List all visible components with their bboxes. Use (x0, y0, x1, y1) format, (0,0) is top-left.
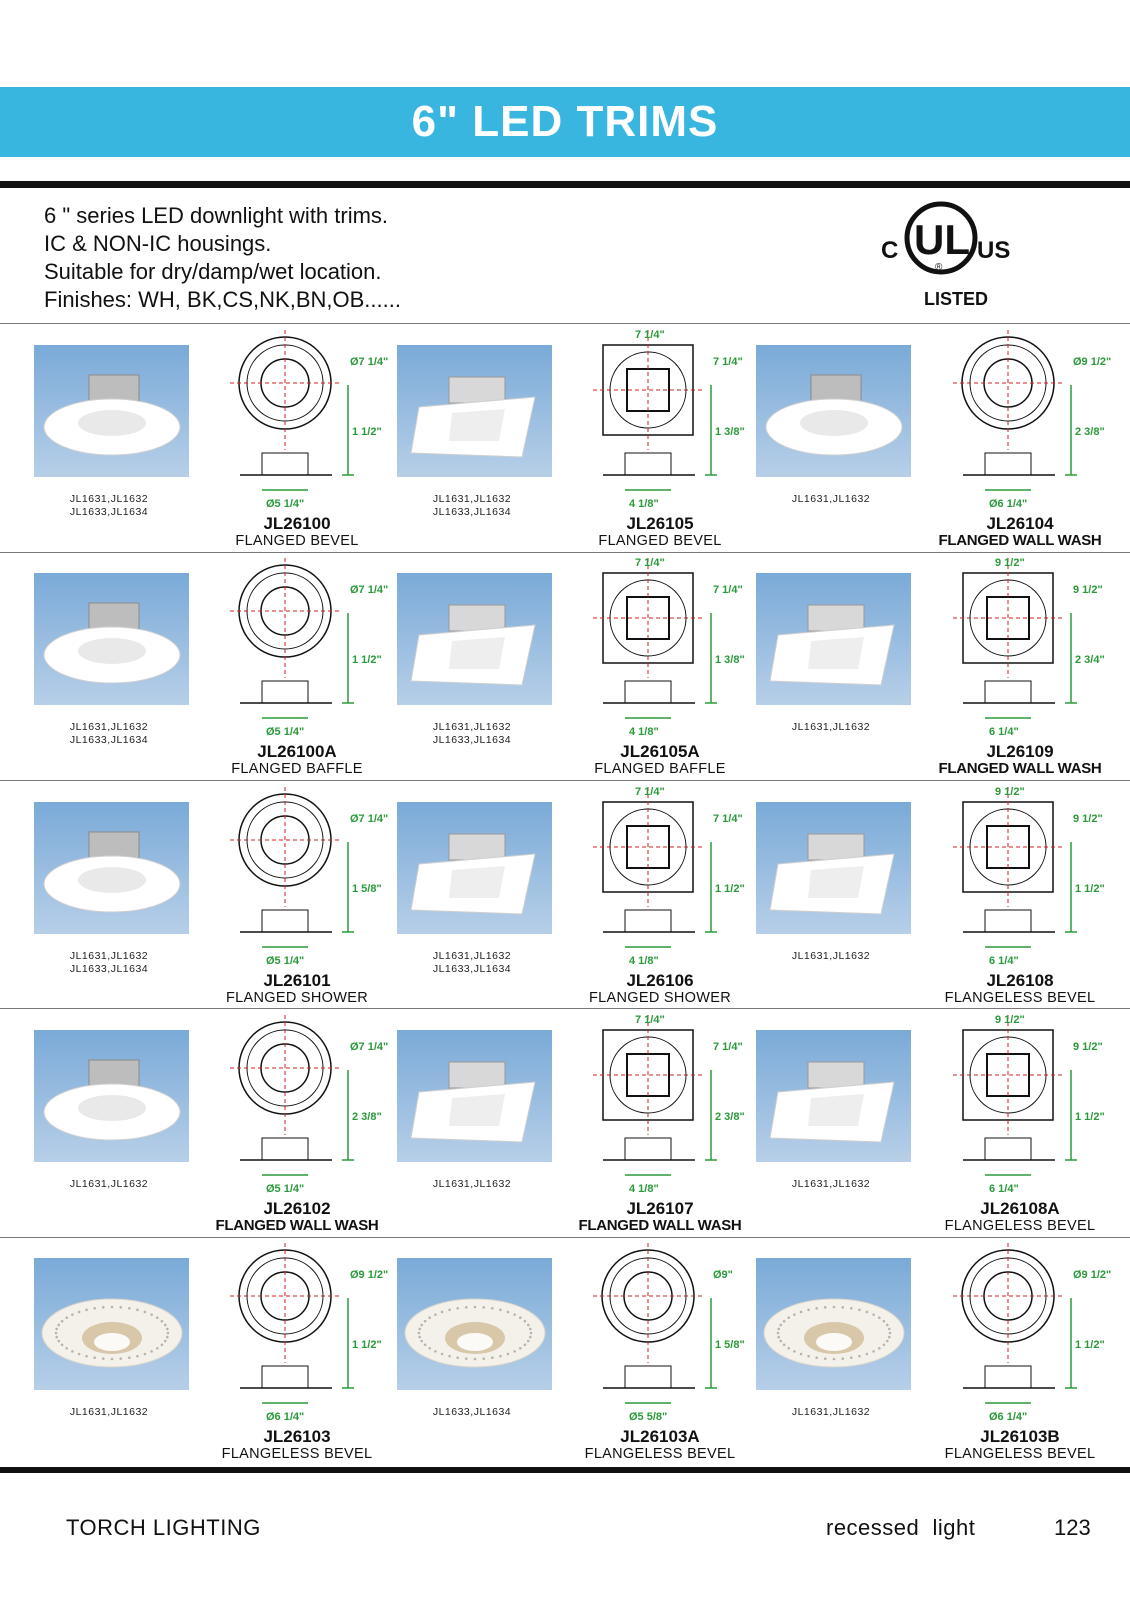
dimension-drawing (945, 325, 1112, 515)
housing-code: JL1633,JL1634 (432, 1406, 512, 1418)
dimension-drawing (222, 553, 389, 743)
trim-description: FLANGELESS BEVEL (221, 1446, 373, 1462)
compatible-housings (34, 1178, 184, 1191)
model-number: JL26101 (263, 971, 331, 990)
dimension-drawing (945, 553, 1105, 743)
diameter-dimension: 9 1/2" (1073, 1041, 1103, 1053)
trim-description: FLANGED BEVEL (598, 533, 722, 549)
model-number: JL26109 (986, 742, 1054, 761)
trim-description: FLANGED BEVEL (235, 533, 359, 549)
bottom-dimension: 4 1/8" (629, 955, 659, 967)
ul-us-letters: US (977, 237, 1011, 264)
housing-code: JL1631,JL1632 (432, 721, 512, 733)
ul-listed-label: LISTED (924, 289, 989, 309)
height-dimension: 1 1/2" (1075, 1339, 1105, 1351)
height-dimension: 1 5/8" (715, 1339, 745, 1351)
housing-code: JL1631,JL1632 (432, 493, 512, 505)
page-number: 123 (1054, 1515, 1091, 1540)
housing-code: JL1633,JL1634 (432, 734, 512, 746)
model-number: JL26107 (626, 1199, 694, 1218)
diameter-dimension: Ø9 1/2" (350, 1269, 389, 1281)
diameter-dimension: Ø7 1/4" (350, 356, 389, 368)
product-photo (34, 1258, 189, 1390)
footer-section: recessed light (826, 1515, 976, 1540)
product-photo (756, 345, 911, 477)
registered-mark: ® (935, 262, 943, 273)
bottom-dimension: Ø5 1/4" (266, 955, 305, 967)
compatible-housings (397, 950, 547, 976)
housing-code: JL1631,JL1632 (791, 721, 871, 733)
model-number: JL26105 (626, 514, 694, 533)
product-photo (397, 1258, 552, 1390)
housing-code: JL1631,JL1632 (432, 950, 512, 962)
diameter-dimension: Ø7 1/4" (350, 1041, 389, 1053)
product-photo (34, 1030, 189, 1162)
model-number: JL26103A (620, 1427, 700, 1446)
dimension-drawing (945, 782, 1105, 972)
diameter-dimension: 9 1/2" (1073, 584, 1103, 596)
compatible-housings (397, 493, 547, 519)
model-number: JL26108 (986, 971, 1054, 990)
top-dimension: 7 1/4" (635, 1014, 665, 1026)
compatible-housings (756, 1178, 906, 1191)
housing-code: JL1631,JL1632 (791, 950, 871, 962)
product-photo (756, 1258, 911, 1390)
dimension-drawing (585, 1238, 745, 1428)
bottom-dimension: Ø6 1/4" (989, 498, 1028, 510)
dimension-drawing (585, 553, 745, 743)
housing-code: JL1633,JL1634 (69, 734, 149, 746)
product-photo (34, 802, 189, 934)
bottom-dimension: Ø5 5/8" (629, 1411, 668, 1423)
compatible-housings (34, 950, 184, 976)
height-dimension: 1 1/2" (1075, 883, 1105, 895)
diameter-dimension: 9 1/2" (1073, 813, 1103, 825)
product-photo (756, 1030, 911, 1162)
compatible-housings (397, 1406, 547, 1419)
housing-code: JL1633,JL1634 (432, 506, 512, 518)
product-photo (756, 802, 911, 934)
diameter-dimension: Ø9 1/2" (1073, 1269, 1112, 1281)
housing-code: JL1631,JL1632 (791, 493, 871, 505)
height-dimension: 1 3/8" (715, 426, 745, 438)
bottom-dimension: Ø5 1/4" (266, 498, 305, 510)
bottom-dimension: Ø5 1/4" (266, 726, 305, 738)
compatible-housings (34, 1406, 184, 1419)
trim-description: FLANGELESS BEVEL (944, 1218, 1096, 1234)
height-dimension: 2 3/4" (1075, 654, 1105, 666)
top-dimension: 9 1/2" (995, 557, 1025, 569)
diameter-dimension: Ø7 1/4" (350, 584, 389, 596)
height-dimension: 1 5/8" (352, 883, 382, 895)
intro-line: IC & NON-IC housings. (44, 231, 272, 256)
model-number: JL26103B (980, 1427, 1060, 1446)
top-dimension: 7 1/4" (635, 557, 665, 569)
product-photo (397, 802, 552, 934)
dimension-drawing (222, 325, 389, 515)
row-divider (0, 780, 1130, 781)
model-number: JL26108A (980, 1199, 1060, 1218)
intro-line: Finishes: WH, BK,CS,NK,BN,OB...... (44, 287, 401, 312)
compatible-housings (34, 493, 184, 519)
height-dimension: 1 1/2" (715, 883, 745, 895)
intro-text (44, 202, 644, 314)
top-dimension: 9 1/2" (995, 1014, 1025, 1026)
housing-code: JL1631,JL1632 (69, 950, 149, 962)
height-dimension: 1 3/8" (715, 654, 745, 666)
title-banner (0, 87, 1130, 157)
intro-line: 6 " series LED downlight with trims. (44, 203, 389, 228)
top-dimension: 7 1/4" (635, 786, 665, 798)
height-dimension: 2 3/8" (715, 1111, 745, 1123)
product-photo (397, 1030, 552, 1162)
dimension-drawing (222, 782, 389, 972)
bottom-dimension: Ø6 1/4" (989, 1411, 1028, 1423)
trim-description: FLANGED SHOWER (589, 990, 731, 1006)
compatible-housings (756, 721, 906, 734)
top-dimension: 7 1/4" (635, 329, 665, 341)
diameter-dimension: Ø9" (713, 1269, 733, 1281)
diameter-dimension: Ø9 1/2" (1073, 356, 1112, 368)
trim-description: FLANGED SHOWER (226, 990, 368, 1006)
height-dimension: 1 1/2" (1075, 1111, 1105, 1123)
page-title: 6" LED TRIMS (411, 97, 719, 146)
dimension-drawing (945, 1010, 1105, 1200)
top-rule (0, 181, 1130, 188)
housing-code: JL1633,JL1634 (69, 963, 149, 975)
trim-description: FLANGED WALL WASH (578, 1217, 742, 1234)
housing-code: JL1631,JL1632 (69, 721, 149, 733)
product-photo (397, 573, 552, 705)
housing-code: JL1631,JL1632 (791, 1406, 871, 1418)
compatible-housings (397, 1178, 547, 1191)
ul-letters: UL (914, 216, 970, 263)
diameter-dimension: 7 1/4" (713, 1041, 743, 1053)
compatible-housings (756, 1406, 906, 1419)
trim-description: FLANGED WALL WASH (938, 760, 1102, 777)
compatible-housings (34, 721, 184, 747)
ul-c-letter: C (881, 237, 899, 264)
housing-code: JL1631,JL1632 (69, 1406, 149, 1418)
trim-description: FLANGED WALL WASH (215, 1217, 379, 1234)
height-dimension: 1 1/2" (352, 1339, 382, 1351)
trim-description: FLANGELESS BEVEL (944, 1446, 1096, 1462)
bottom-dimension: 4 1/8" (629, 498, 659, 510)
row-divider (0, 1008, 1130, 1009)
row-divider (0, 323, 1130, 324)
compatible-housings (397, 721, 547, 747)
model-number: JL26103 (263, 1427, 331, 1446)
trim-description: FLANGELESS BEVEL (944, 990, 1096, 1006)
model-number: JL26100A (257, 742, 337, 761)
diameter-dimension: 7 1/4" (713, 356, 743, 368)
diameter-dimension: Ø7 1/4" (350, 813, 389, 825)
housing-code: JL1633,JL1634 (69, 506, 149, 518)
bottom-rule (0, 1467, 1130, 1473)
product-photo (397, 345, 552, 477)
compatible-housings (756, 950, 906, 963)
height-dimension: 2 3/8" (352, 1111, 382, 1123)
model-number: JL26102 (263, 1199, 331, 1218)
housing-code: JL1631,JL1632 (791, 1178, 871, 1190)
height-dimension: 1 1/2" (352, 426, 382, 438)
product-photo (756, 573, 911, 705)
trim-description: FLANGELESS BEVEL (584, 1446, 736, 1462)
height-dimension: 1 1/2" (352, 654, 382, 666)
housing-code: JL1631,JL1632 (69, 493, 149, 505)
bottom-dimension: 4 1/8" (629, 726, 659, 738)
housing-code: JL1631,JL1632 (69, 1178, 149, 1190)
diameter-dimension: 7 1/4" (713, 584, 743, 596)
bottom-dimension: 4 1/8" (629, 1183, 659, 1195)
trim-description: FLANGED BAFFLE (231, 761, 363, 777)
model-number: JL26105A (620, 742, 700, 761)
compatible-housings (756, 493, 906, 506)
top-dimension: 9 1/2" (995, 786, 1025, 798)
trim-description: FLANGED BAFFLE (594, 761, 726, 777)
bottom-dimension: 6 1/4" (989, 1183, 1019, 1195)
trim-description: FLANGED WALL WASH (938, 532, 1102, 549)
dimension-drawing (585, 325, 745, 515)
bottom-dimension: Ø6 1/4" (266, 1411, 305, 1423)
model-number: JL26100 (263, 514, 331, 533)
dimension-drawing (222, 1010, 389, 1200)
intro-line: Suitable for dry/damp/wet location. (44, 259, 382, 284)
diameter-dimension: 7 1/4" (713, 813, 743, 825)
bottom-dimension: Ø5 1/4" (266, 1183, 305, 1195)
footer-brand: TORCH LIGHTING (66, 1515, 261, 1540)
bottom-dimension: 6 1/4" (989, 726, 1019, 738)
dimension-drawing (585, 1010, 745, 1200)
bottom-dimension: 6 1/4" (989, 955, 1019, 967)
height-dimension: 2 3/8" (1075, 426, 1105, 438)
model-number: JL26104 (986, 514, 1054, 533)
product-photo (34, 573, 189, 705)
dimension-drawing (222, 1238, 389, 1428)
dimension-drawing (585, 782, 745, 972)
dimension-drawing (945, 1238, 1112, 1428)
housing-code: JL1631,JL1632 (432, 1178, 512, 1190)
housing-code: JL1633,JL1634 (432, 963, 512, 975)
product-photo (34, 345, 189, 477)
model-number: JL26106 (626, 971, 694, 990)
